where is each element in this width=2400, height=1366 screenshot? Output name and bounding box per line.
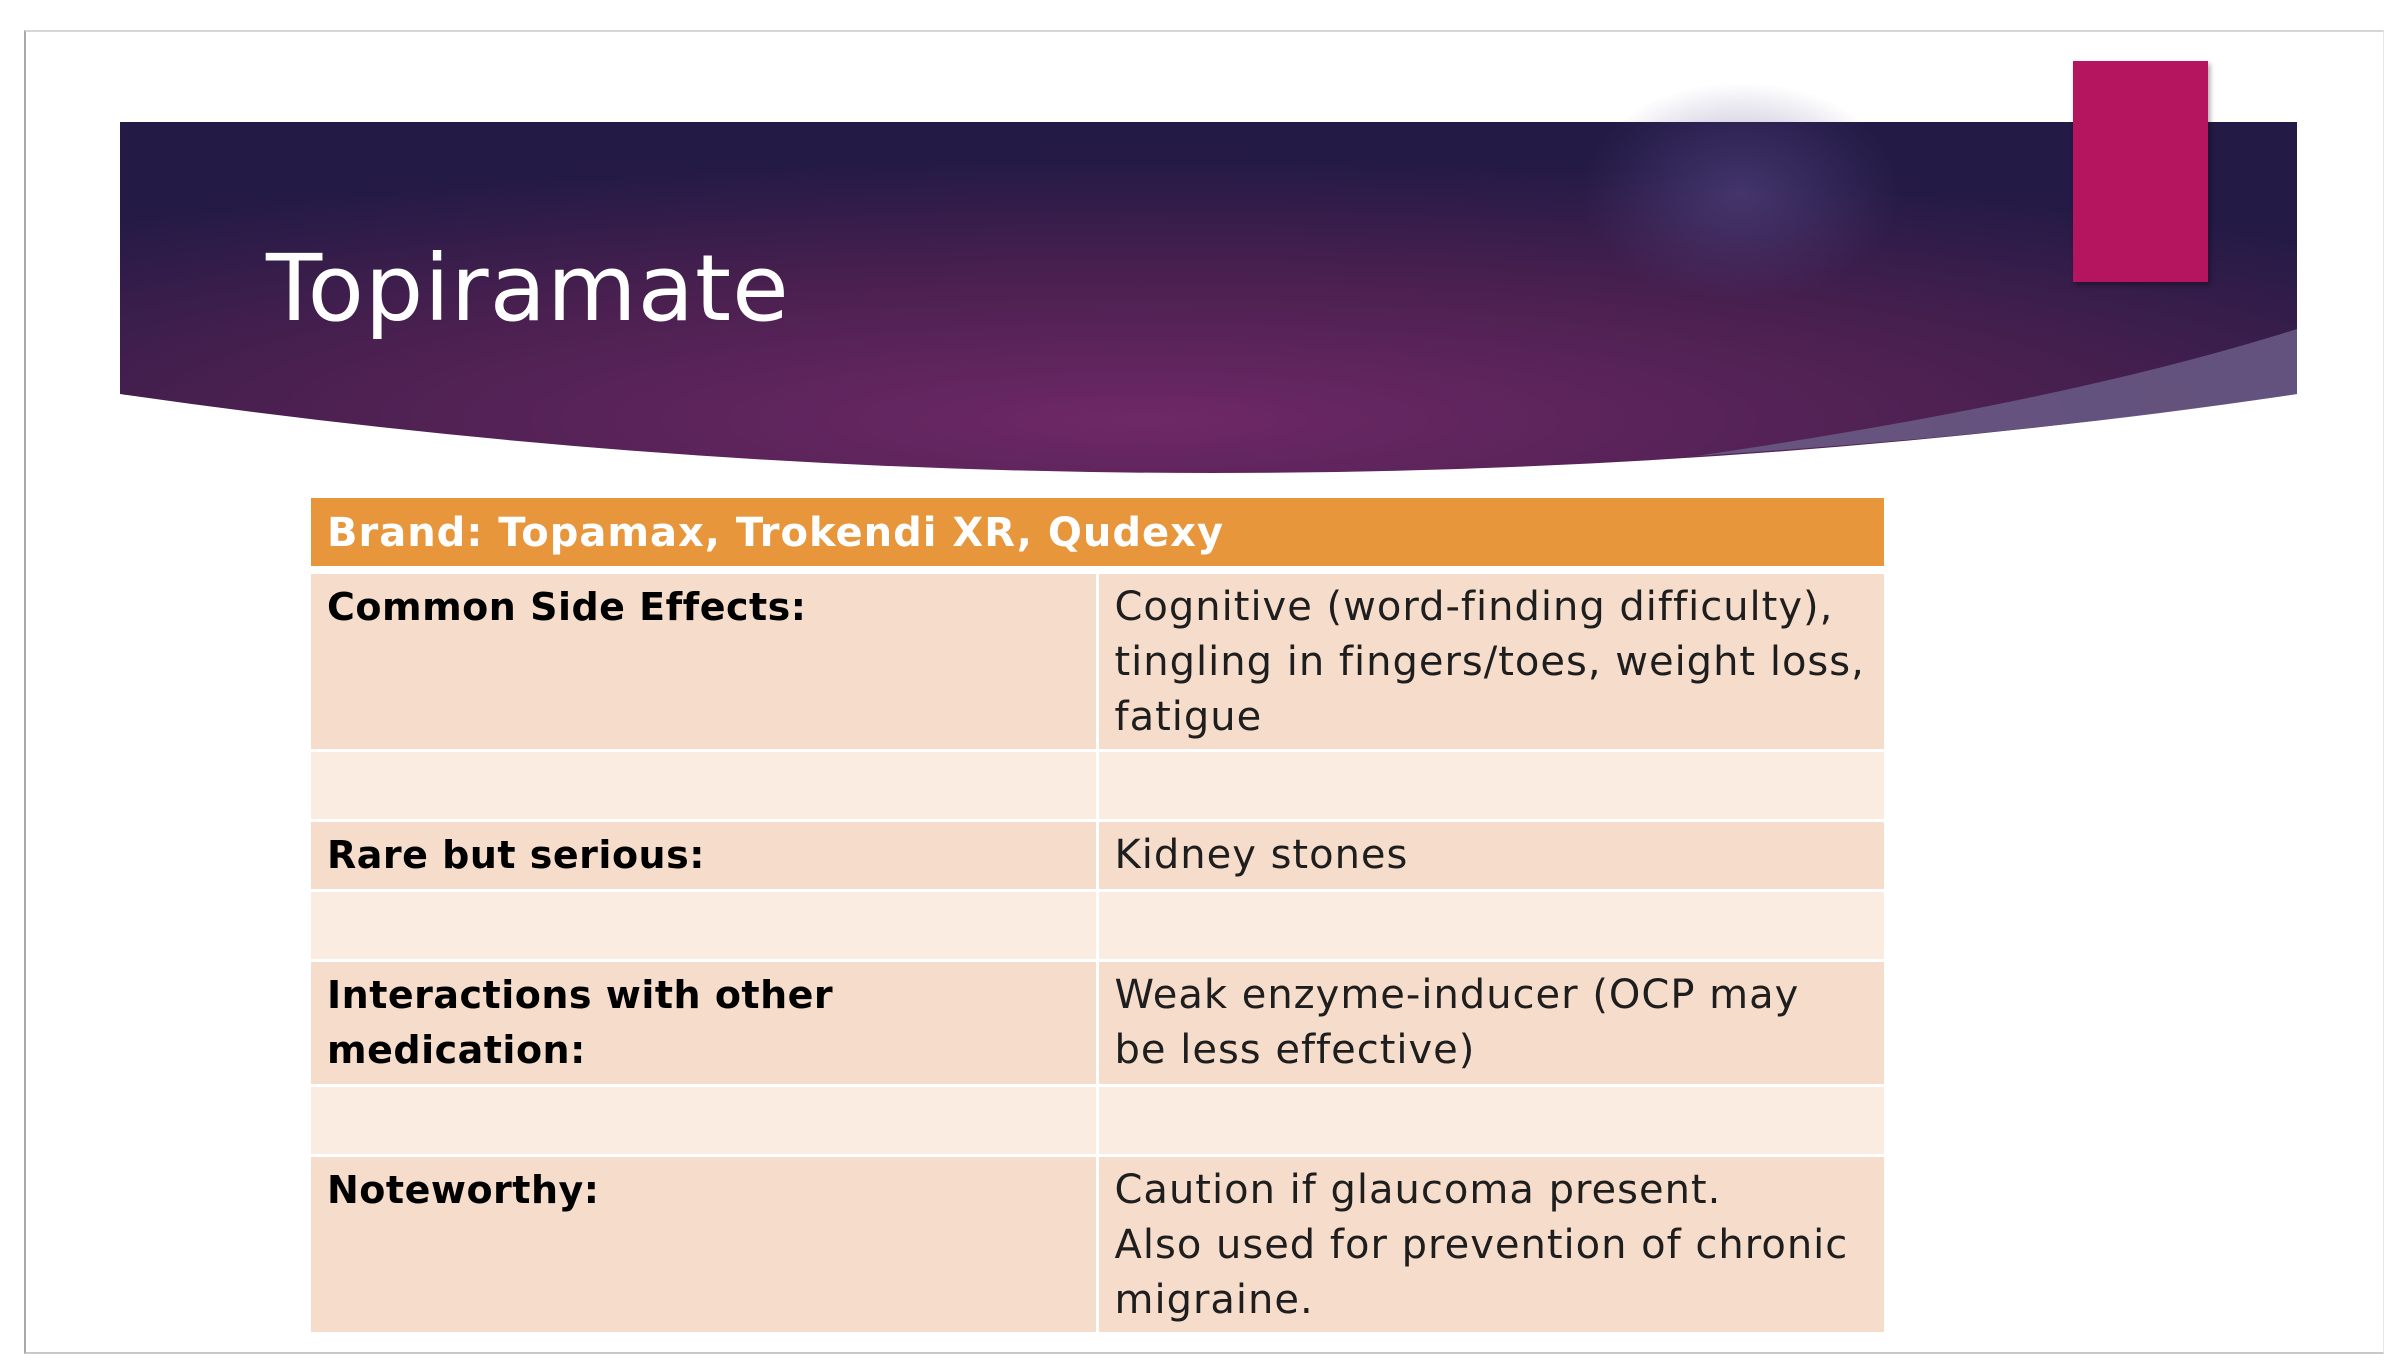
table-row xyxy=(311,961,1884,1086)
value-line: Kidney stones xyxy=(1114,832,1409,878)
row-value xyxy=(1097,961,1884,1086)
brand-row xyxy=(311,498,1884,570)
value-line: Also used for prevention of chronic xyxy=(1114,1222,1849,1268)
table-row xyxy=(311,821,1884,891)
table-row xyxy=(311,570,1884,751)
row-label: Common Side Effects: xyxy=(311,570,1097,751)
value-line: migraine. xyxy=(1114,1277,1314,1323)
row-value xyxy=(1097,1156,1884,1334)
spacer-cell xyxy=(1097,891,1884,961)
row-value xyxy=(1097,570,1884,751)
spacer-cell xyxy=(311,751,1097,821)
drug-info-table xyxy=(311,498,1884,1335)
table-spacer-row xyxy=(311,891,1884,961)
spacer-cell xyxy=(1097,751,1884,821)
value-line: be less effective) xyxy=(1114,1027,1476,1073)
value-line: fatigue xyxy=(1114,694,1263,740)
spacer-cell xyxy=(1097,1086,1884,1156)
value-line: Weak enzyme-inducer (OCP may xyxy=(1114,972,1800,1018)
slide-title: Topiramate xyxy=(266,235,790,342)
spacer-cell xyxy=(311,891,1097,961)
spacer-cell xyxy=(311,1086,1097,1156)
row-label: Rare but serious: xyxy=(311,821,1097,891)
row-label: Noteworthy: xyxy=(311,1156,1097,1334)
value-line: Cognitive (word-finding difficulty), xyxy=(1114,584,1834,630)
table-row xyxy=(311,1156,1884,1334)
value-line: Caution if glaucoma present. xyxy=(1114,1167,1722,1213)
table-spacer-row xyxy=(311,1086,1884,1156)
brand-cell: Brand: Topamax, Trokendi XR, Qudexy xyxy=(311,498,1884,570)
row-label: Interactions with other medication: xyxy=(311,961,1097,1086)
accent-tab xyxy=(2073,61,2208,282)
table-spacer-row xyxy=(311,751,1884,821)
value-line: tingling in fingers/toes, weight loss, xyxy=(1114,639,1865,685)
row-value xyxy=(1097,821,1884,891)
